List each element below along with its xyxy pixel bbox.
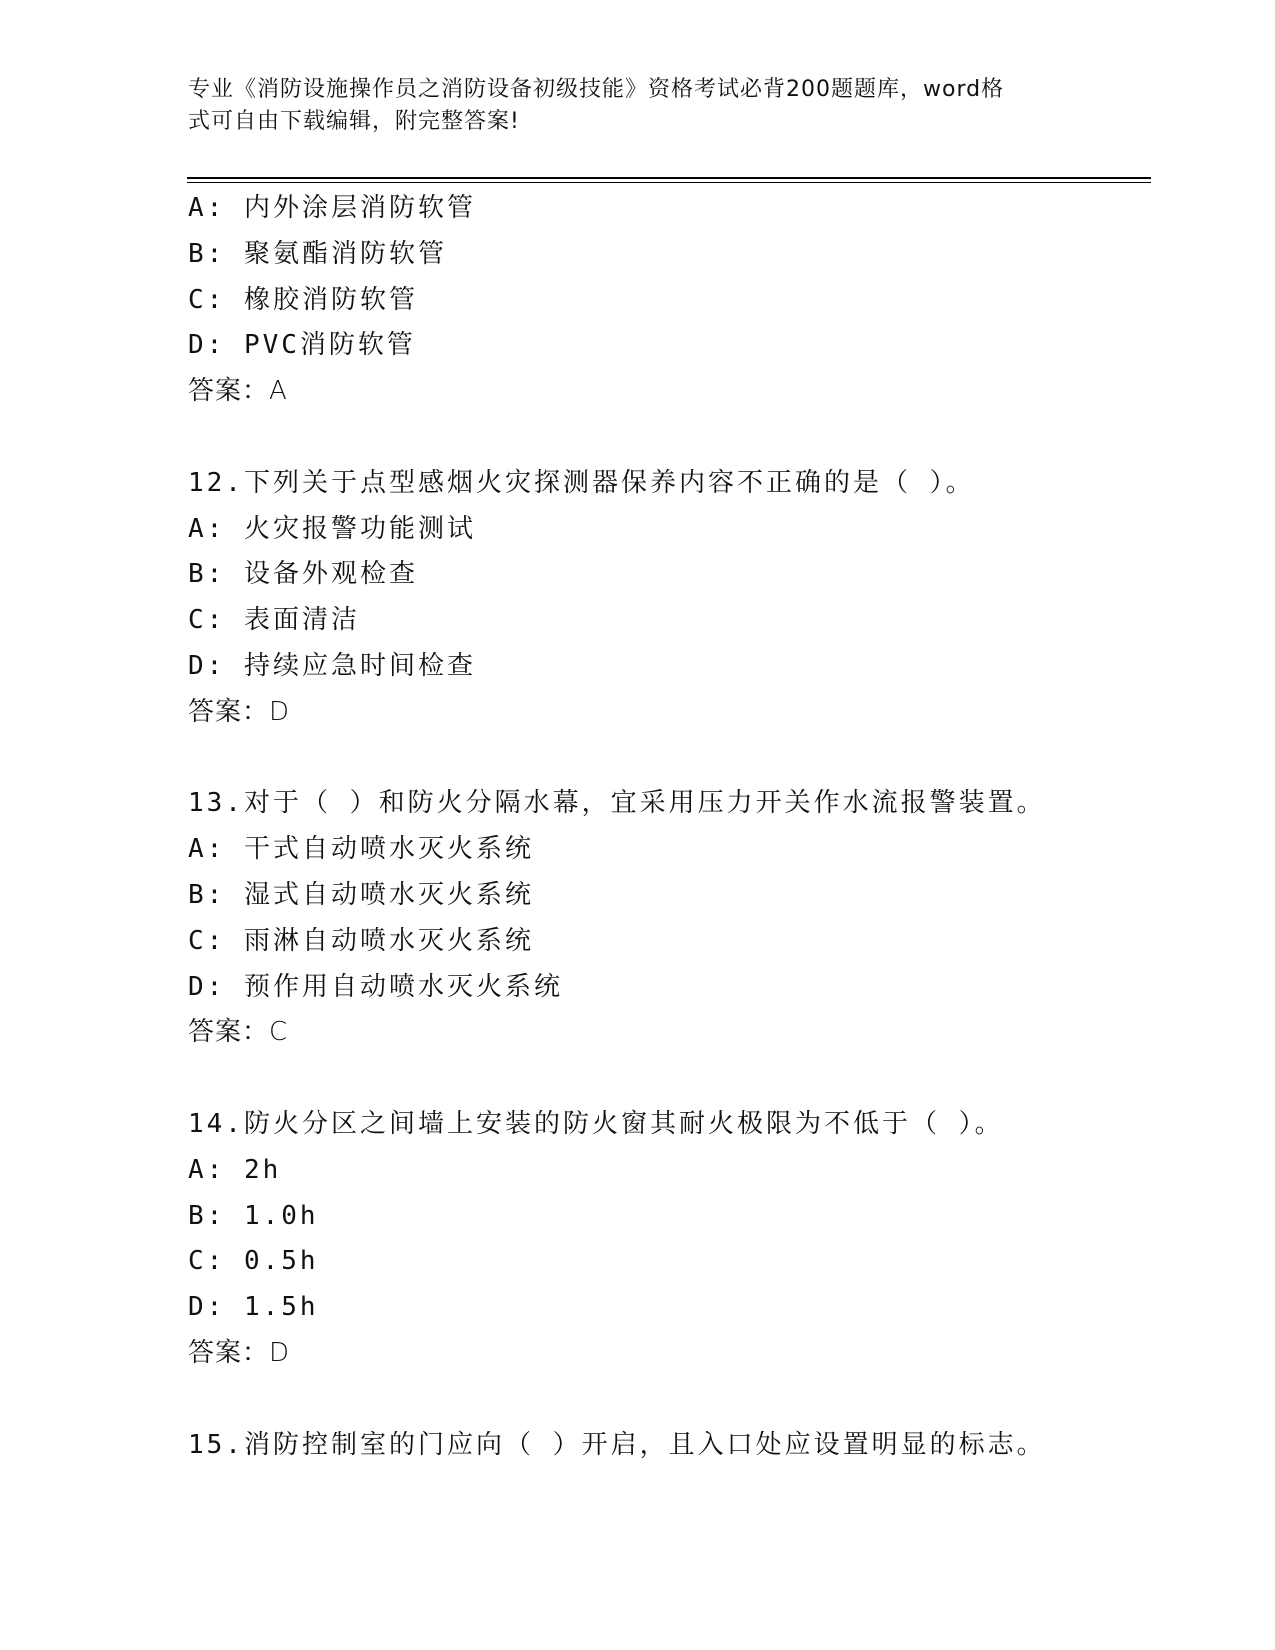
header-divider-thin <box>187 182 1151 183</box>
question-text: 13.对于（ ）和防火分隔水幕，宜采用压力开关作水流报警装置。 <box>188 788 1046 819</box>
question-text: 14.防火分区之间墙上安装的防火窗其耐火极限为不低于（ ）。 <box>188 1108 1004 1139</box>
option-a: A: 干式自动喷水灭火系统 <box>188 834 534 865</box>
header-line-1: 专业《消防设施操作员之消防设备初级技能》资格考试必背200题题库，word格 <box>188 77 1005 102</box>
option-b: B: 设备外观检查 <box>188 559 418 590</box>
answer: 答案：A <box>188 376 288 407</box>
option-c: C: 雨淋自动喷水灭火系统 <box>188 925 534 956</box>
option-a: A: 内外涂层消防软管 <box>188 193 476 223</box>
option-a: A: 2h <box>188 1154 282 1185</box>
question-12 <box>188 461 1148 736</box>
header-line-2: 式可自由下载编辑，附完整答案! <box>188 109 520 134</box>
question-11 <box>188 186 1148 415</box>
question-15 <box>188 1423 1148 1469</box>
option-b: B: 聚氨酯消防软管 <box>188 238 447 269</box>
option-c: C: 0.5h <box>188 1246 319 1277</box>
question-text: 12.下列关于点型感烟火灾探测器保养内容不正确的是（ ）。 <box>188 467 975 498</box>
option-d: D: PVC消防软管 <box>188 330 416 361</box>
question-list <box>188 186 1148 1468</box>
answer: 答案：D <box>188 696 291 727</box>
question-14 <box>188 1102 1148 1377</box>
spacer <box>188 736 1148 782</box>
question-text: 15.消防控制室的门应向（ ）开启，且入口处应设置明显的标志。 <box>188 1429 1046 1460</box>
answer: 答案：C <box>188 1017 289 1048</box>
option-d: D: 预作用自动喷水灭火系统 <box>188 971 563 1002</box>
question-13 <box>188 781 1148 1056</box>
option-b: B: 湿式自动喷水灭火系统 <box>188 879 534 910</box>
answer: 答案：D <box>188 1337 291 1368</box>
option-d: D: 持续应急时间检查 <box>188 650 476 681</box>
option-d: D: 1.5h <box>188 1292 319 1323</box>
option-c: C: 表面清洁 <box>188 605 360 636</box>
option-c: C: 橡胶消防软管 <box>188 284 418 315</box>
spacer <box>188 1056 1148 1102</box>
document-header <box>188 74 1068 138</box>
option-a: A: 火灾报警功能测试 <box>188 513 476 544</box>
option-b: B: 1.0h <box>188 1200 319 1231</box>
spacer <box>188 1377 1148 1423</box>
header-divider-thick <box>187 177 1151 179</box>
spacer <box>188 415 1148 461</box>
